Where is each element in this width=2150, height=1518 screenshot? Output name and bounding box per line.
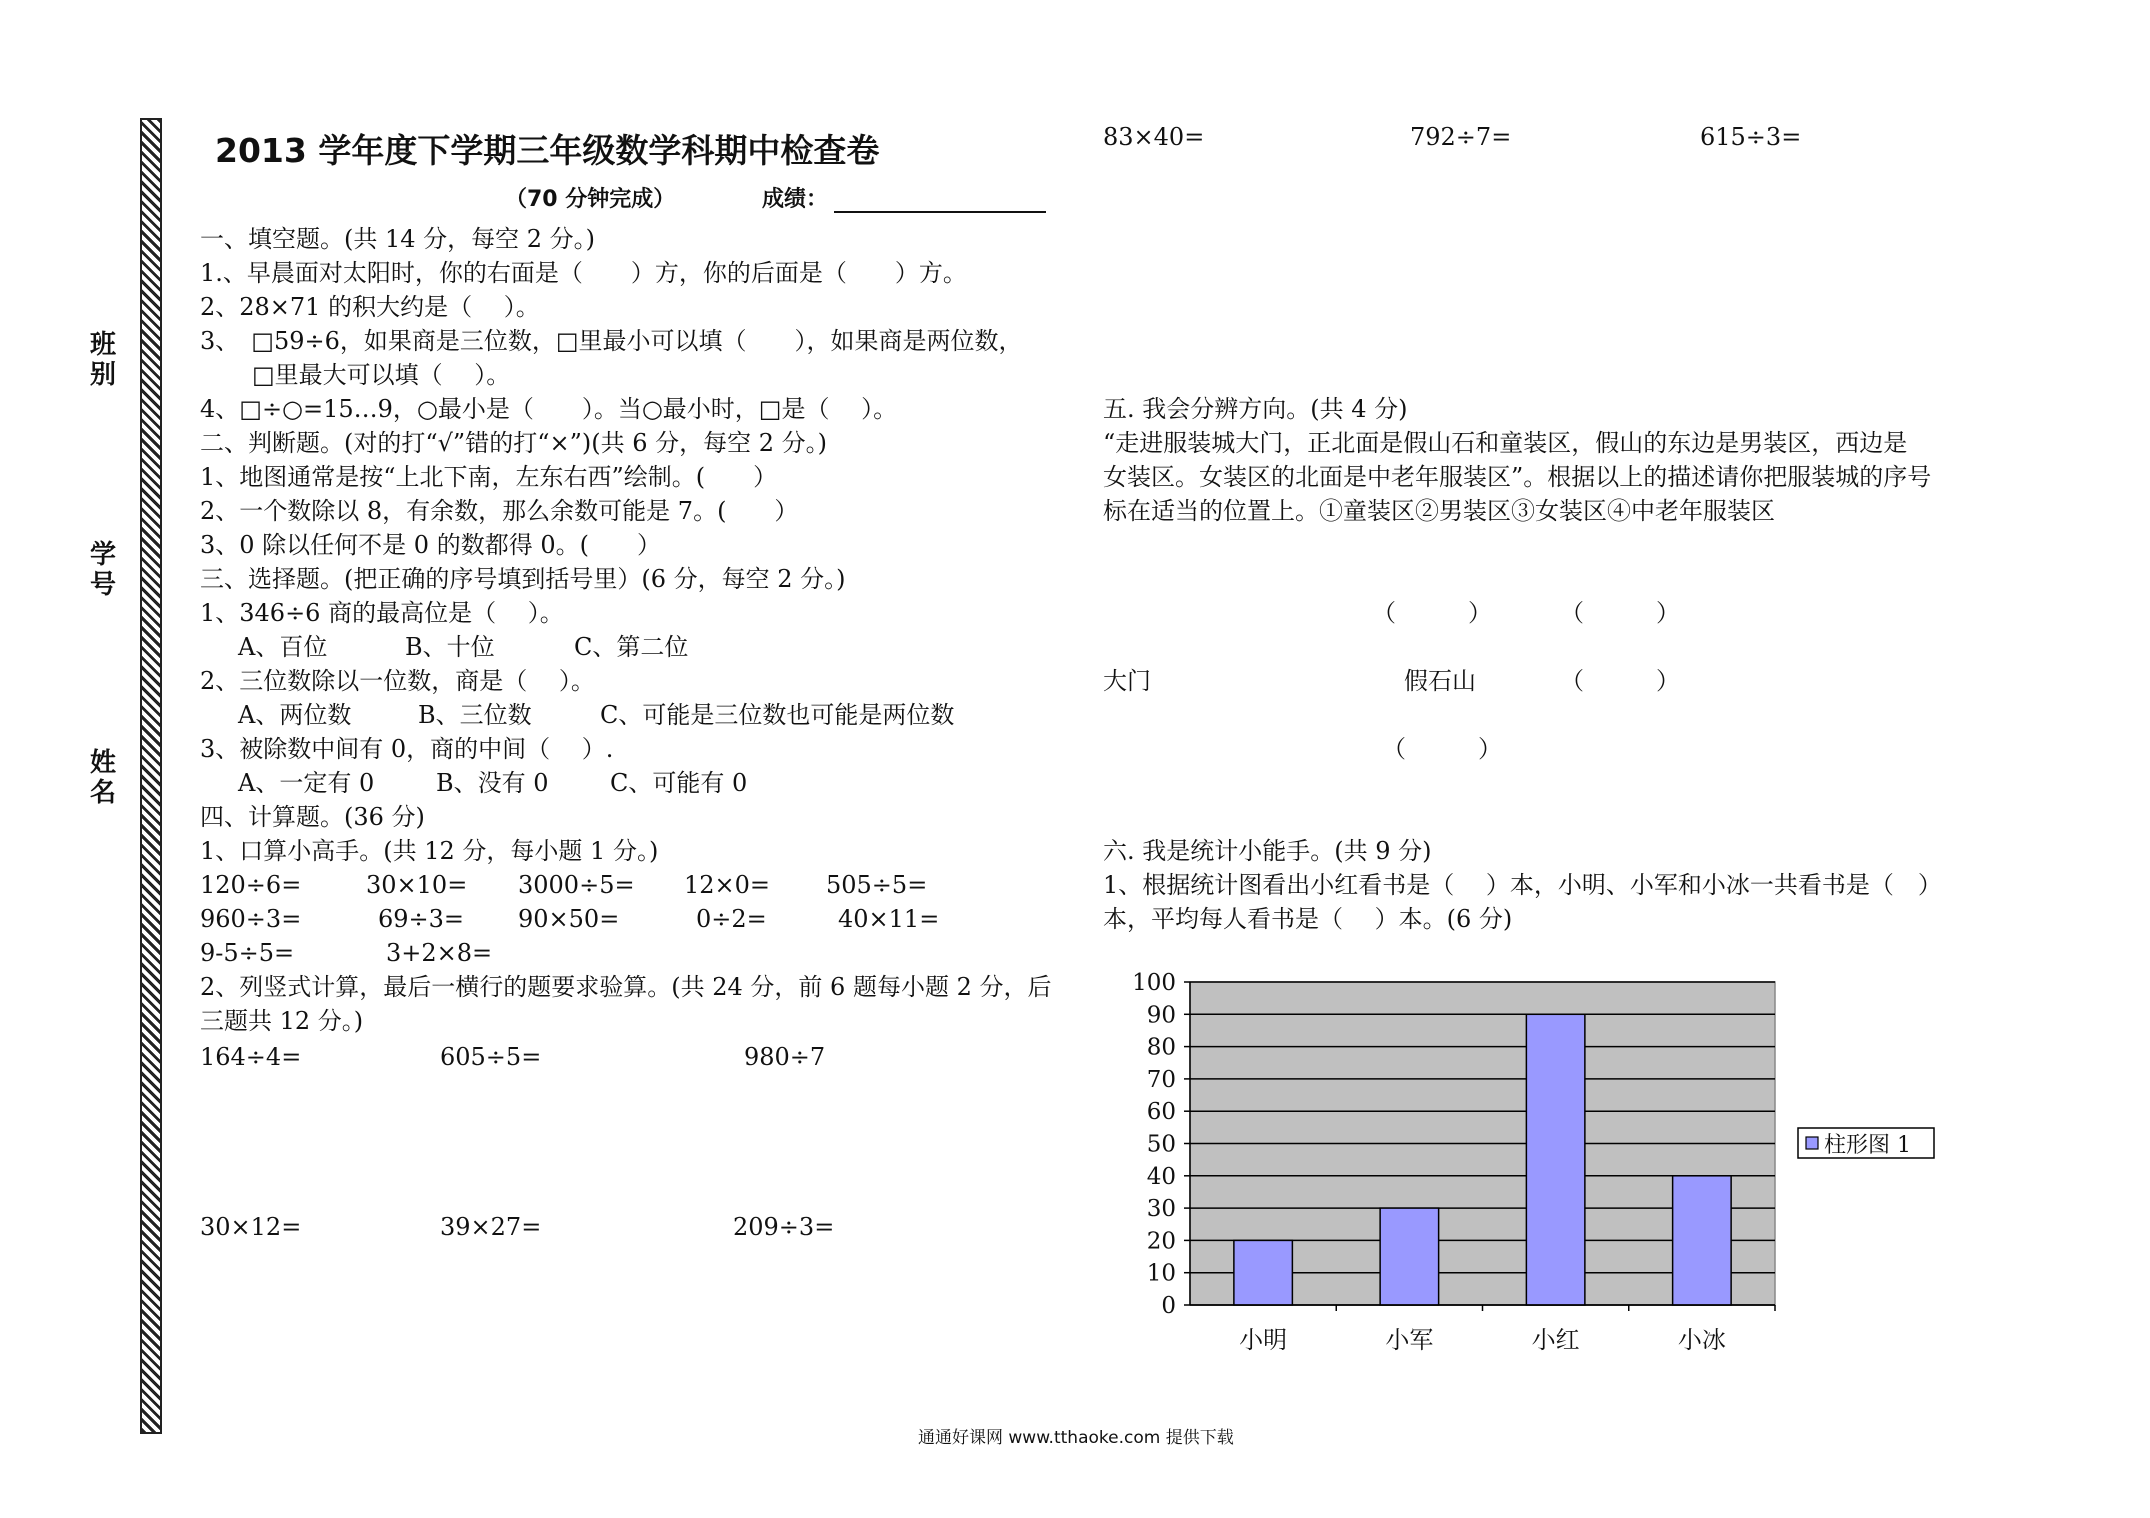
section-6-heading: 六. 我是统计小能手。(共 9 分) (1103, 837, 1432, 865)
section-4-heading: 四、计算题。(36 分) (200, 803, 425, 831)
answer-blank[interactable]: （ ） (1382, 735, 1502, 763)
s3-q3-option-c: C、可能有 0 (610, 769, 748, 797)
s6-text-line-1: 1、根据统计图看出小红看书是（ ）本，小明、小军和小冰一共看书是（ ） (1103, 871, 1942, 899)
mental-math-item: 3+2×8= (386, 939, 493, 967)
s3-q2-option-b: B、三位数 (418, 701, 532, 729)
vertical-calc-item: 605÷5= (440, 1043, 542, 1071)
s2-question-3: 3、0 除以任何不是 0 的数都得 0。( ） (200, 531, 661, 559)
name-label: 姓名 (89, 748, 116, 808)
x-tick-label: 小明 (1239, 1326, 1288, 1354)
answer-blank[interactable]: （ ） (1560, 599, 1680, 627)
vertical-calc-item: 980÷7 (744, 1043, 826, 1071)
student-id-label: 学号 (89, 540, 116, 600)
s1-question-3a: 3、 □59÷6，如果商是三位数，□里最小可以填（ ），如果商是两位数， (200, 327, 1023, 355)
score-label: 成绩： (762, 187, 829, 212)
s3-q2-option-c: C、可能是三位数也可能是两位数 (600, 701, 955, 729)
bar (1526, 1014, 1585, 1305)
s1-question-3b: □里最大可以填（ ）。 (252, 361, 511, 389)
section-1-heading: 一、填空题。(共 14 分，每空 2 分。) (200, 225, 596, 253)
section-3-heading: 三、选择题。(把正确的序号填到括号里）(6 分，每空 2 分。) (200, 565, 846, 593)
s3-q1-option-c: C、第二位 (574, 633, 689, 661)
x-tick-label: 小冰 (1677, 1326, 1726, 1354)
s5-text-line-2: 女装区。女装区的北面是中老年服装区”。根据以上的描述请你把服装城的序号 (1103, 463, 1932, 491)
y-tick-label: 30 (1146, 1196, 1176, 1223)
legend-swatch (1806, 1137, 1818, 1149)
bar (1234, 1240, 1293, 1305)
mental-math-item: 0÷2= (696, 905, 767, 933)
s1-question-4: 4、□÷○=15…9，○最小是（ ）。当○最小时，□是（ ）。 (200, 395, 898, 423)
mental-math-item: 30×10= (366, 871, 468, 899)
s3-question-2: 2、三位数除以一位数，商是（ ）。 (200, 667, 595, 695)
s4-part-1: 1、口算小高手。(共 12 分，每小题 1 分。) (200, 837, 659, 865)
s3-q2-option-a: A、两位数 (238, 701, 352, 729)
calc-item: 792÷7= (1410, 123, 1512, 151)
y-tick-label: 70 (1146, 1066, 1176, 1093)
y-tick-label: 100 (1132, 970, 1176, 996)
time-note: （70 分钟完成） (505, 187, 676, 212)
y-tick-label: 40 (1146, 1163, 1176, 1190)
s3-q3-option-a: A、一定有 0 (238, 769, 375, 797)
s2-question-1: 1、地图通常是按“上北下南，左东右西”绘制。( ） (200, 463, 778, 491)
s3-q1-option-b: B、十位 (405, 633, 495, 661)
binding-strip (140, 118, 162, 1434)
bar (1380, 1208, 1439, 1305)
score-field[interactable] (762, 182, 1046, 213)
mental-math-item: 120÷6= (200, 871, 302, 899)
s4-part-2b: 三题共 12 分。) (200, 1007, 364, 1035)
mental-math-item: 3000÷5= (518, 871, 635, 899)
s3-question-1: 1、346÷6 商的最高位是（ ）。 (200, 599, 564, 627)
s3-question-3: 3、被除数中间有 0，商的中间（ ）. (200, 735, 614, 763)
class-label: 班别 (89, 330, 116, 390)
vertical-calc-item: 164÷4= (200, 1043, 302, 1071)
mental-math-item: 69÷3= (378, 905, 465, 933)
s4-part-2a: 2、列竖式计算，最后一横行的题要求验算。(共 24 分，前 6 题每小题 2 分，后 (200, 973, 1052, 1001)
y-tick-label: 80 (1146, 1034, 1176, 1061)
section-2-heading: 二、判断题。(对的打“√”错的打“×”)(共 6 分，每空 2 分。) (200, 429, 827, 457)
exam-title: 2013 学年度下学期三年级数学科期中检查卷 (215, 131, 880, 170)
mental-math-item: 505÷5= (826, 871, 928, 899)
vertical-calc-item: 39×27= (440, 1213, 542, 1241)
legend-label: 柱形图 1 (1824, 1133, 1911, 1158)
footer-credit: 通通好课网 www.tthaoke.com 提供下载 (918, 1428, 1234, 1448)
y-tick-label: 60 (1146, 1099, 1176, 1126)
bar (1673, 1176, 1732, 1305)
x-tick-label: 小军 (1385, 1326, 1434, 1354)
y-tick-label: 50 (1146, 1131, 1176, 1158)
score-line (834, 185, 1046, 213)
s1-question-2: 2、28×71 的积大约是（ ）。 (200, 293, 540, 321)
mental-math-item: 12×0= (684, 871, 771, 899)
vertical-calc-item: 209÷3= (733, 1213, 835, 1241)
y-tick-label: 90 (1146, 1002, 1176, 1029)
s3-q1-option-a: A、百位 (238, 633, 328, 661)
section-5-heading: 五. 我会分辨方向。(共 4 分) (1103, 395, 1408, 423)
s5-text-line-3: 标在适当的位置上。①童装区②男装区③女装区④中老年服装区 (1103, 497, 1775, 525)
s3-q3-option-b: B、没有 0 (436, 769, 549, 797)
mental-math-item: 40×11= (838, 905, 940, 933)
mental-math-item: 960÷3= (200, 905, 302, 933)
gate-label: 大门 (1103, 667, 1151, 695)
rockery-label: 假石山 (1404, 667, 1476, 695)
bar-chart (1110, 960, 1950, 1360)
calc-item: 615÷3= (1700, 123, 1802, 151)
mental-math-item: 9-5÷5= (200, 939, 295, 967)
y-tick-label: 20 (1146, 1228, 1176, 1255)
y-tick-label: 10 (1146, 1260, 1176, 1287)
s5-text-line-1: “走进服装城大门，正北面是假山石和童装区，假山的东边是男装区，西边是 (1103, 429, 1908, 457)
vertical-calc-item: 30×12= (200, 1213, 302, 1241)
mental-math-item: 90×50= (518, 905, 620, 933)
s6-text-line-2: 本，平均每人看书是（ ）本。(6 分) (1103, 905, 1513, 933)
x-tick-label: 小红 (1531, 1326, 1580, 1354)
answer-blank[interactable]: （ ） (1372, 599, 1492, 627)
answer-blank[interactable]: （ ） (1560, 667, 1680, 695)
s2-question-2: 2、一个数除以 8，有余数，那么余数可能是 7。( ） (200, 497, 799, 525)
y-tick-label: 0 (1161, 1293, 1176, 1319)
calc-item: 83×40= (1103, 123, 1205, 151)
s1-question-1: 1.、早晨面对太阳时，你的右面是（ ）方，你的后面是（ ）方。 (200, 259, 967, 287)
